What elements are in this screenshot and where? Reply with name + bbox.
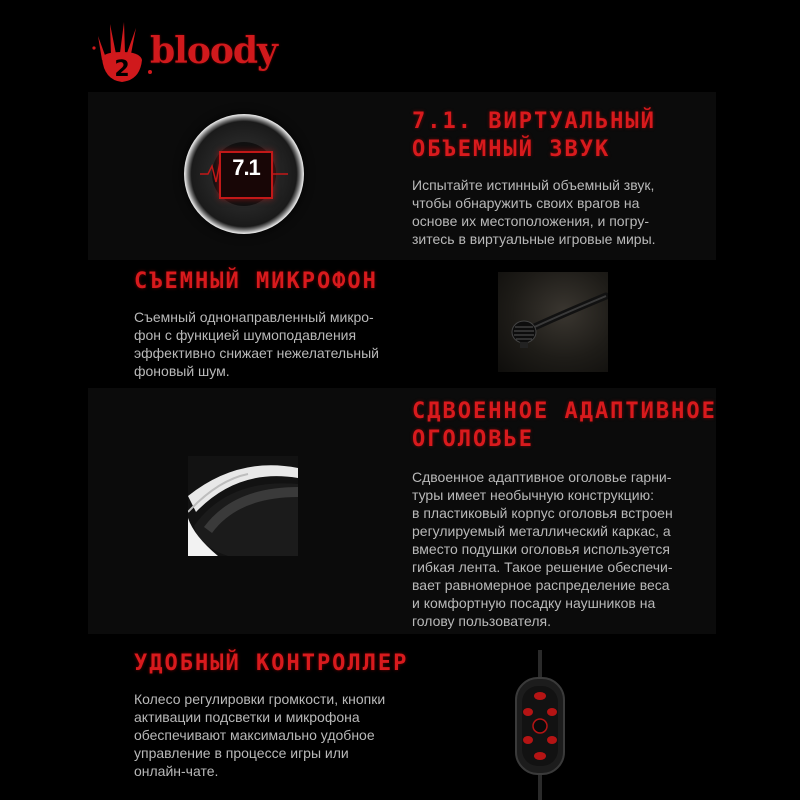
svg-text:2: 2: [114, 57, 130, 82]
heading-line: СДВОЕННОЕ АДАПТИВНОЕ: [412, 399, 717, 424]
microphone-icon: [498, 272, 608, 372]
brand-wordmark: bloody: [150, 30, 277, 72]
body-line: фоновый шум.: [134, 363, 230, 379]
body-line: обеспечивают максимально удобное: [134, 727, 375, 743]
body-line: в пластиковый корпус оголовья встроен: [412, 505, 673, 521]
section-body-headband: [412, 468, 702, 630]
body-line: туры имеет необычную конструкцию:: [412, 487, 654, 503]
body-line: Колесо регулировки громкости, кнопки: [134, 691, 386, 707]
section-body-surround: [412, 176, 702, 248]
heading-line: ОГОЛОВЬЕ: [412, 427, 534, 452]
inline-controller-image: [500, 650, 580, 800]
body-line: регулируемый металлический каркас, а: [412, 523, 671, 539]
body-line: управление в процессе игры или: [134, 745, 349, 761]
body-line: Съемный однонаправленный микро-: [134, 309, 374, 325]
body-line: вает равномерное распределение веса: [412, 577, 670, 593]
heading-line: 7.1. ВИРТУАЛЬНЫЙ: [412, 109, 656, 134]
section-body-controller: [134, 690, 424, 780]
heading-line: СЪЕМНЫЙ МИКРОФОН: [134, 269, 378, 294]
headband-icon: [188, 456, 298, 556]
body-line: голову пользователя.: [412, 613, 551, 629]
surround-badge-label: 7.1: [232, 155, 260, 180]
body-line: Испытайте истинный объемный звук,: [412, 177, 655, 193]
section-heading-microphone: [134, 268, 378, 296]
body-line: гибкая лента. Такое решение обеспечи-: [412, 559, 673, 575]
body-line: фон с функцией шумоподавления: [134, 327, 357, 343]
heading-line: ОБЪЕМНЫЙ ЗВУК: [412, 137, 611, 162]
heading-line: УДОБНЫЙ КОНТРОЛЛЕР: [134, 651, 409, 676]
body-line: вместо подушки оголовья используется: [412, 541, 670, 557]
body-line: активации подсветки и микрофона: [134, 709, 360, 725]
body-line: Сдвоенное адаптивное оголовье гарни-: [412, 469, 672, 485]
section-heading-controller: [134, 650, 408, 678]
body-line: чтобы обнаружить своих врагов на: [412, 195, 640, 211]
body-line: онлайн-чате.: [134, 763, 219, 779]
section-heading-surround: [412, 108, 656, 164]
body-line: и комфортную посадку наушников на: [412, 595, 656, 611]
section-heading-headband: [412, 398, 717, 454]
section-body-microphone: [134, 308, 414, 380]
body-line: эффективно снижает нежелательный: [134, 345, 379, 361]
body-line: основе их местоположения, и погру-: [412, 213, 649, 229]
body-line: зитесь в виртуальные игровые миры.: [412, 231, 656, 247]
